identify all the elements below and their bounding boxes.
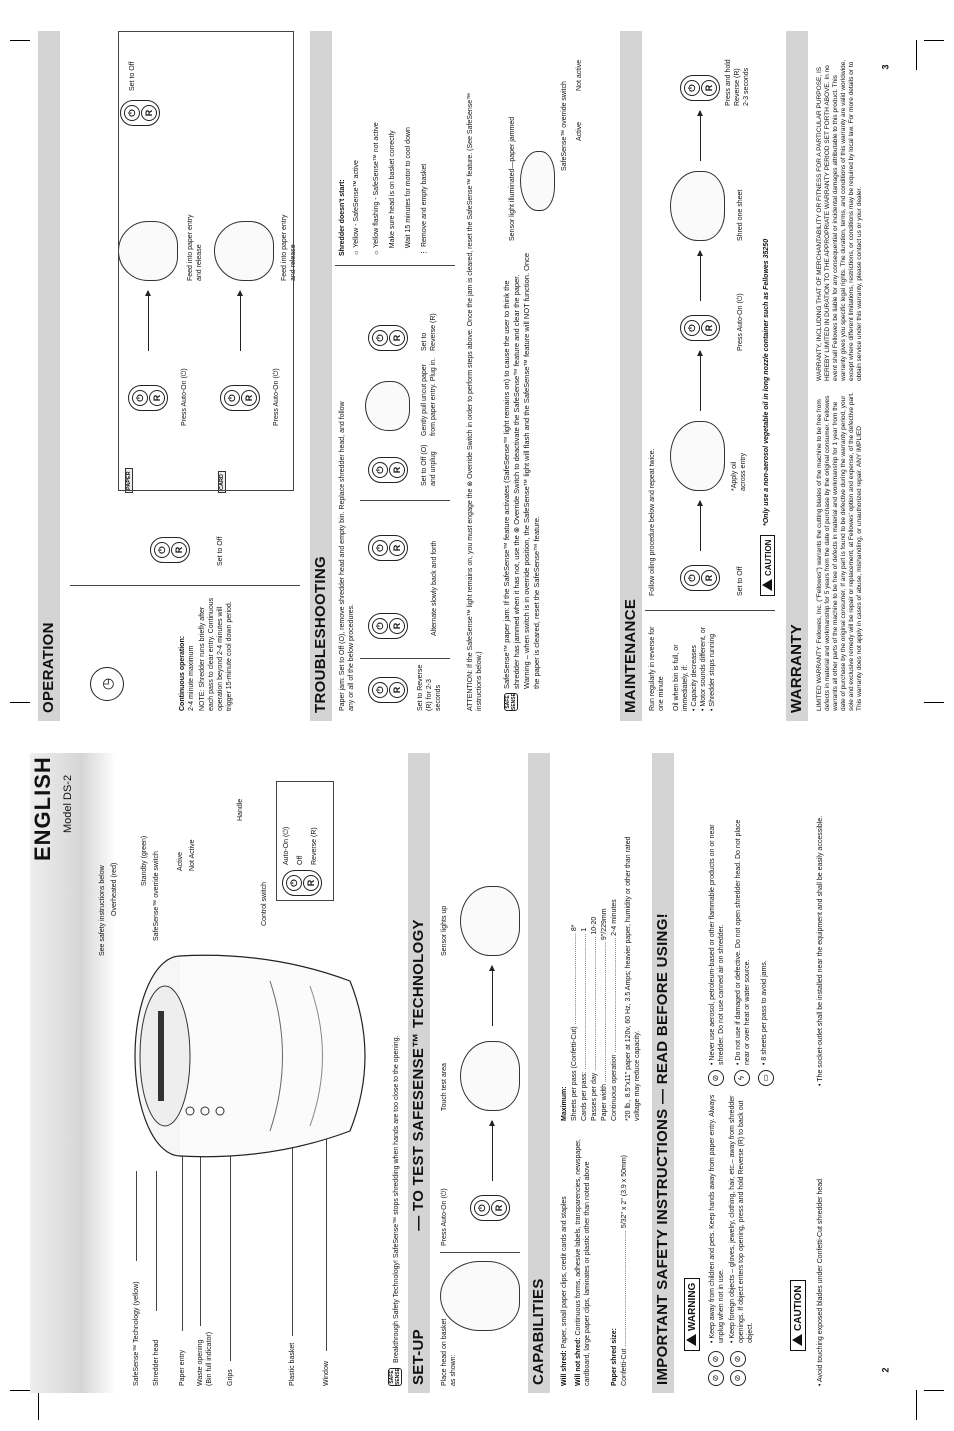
maintenance-band: [620, 31, 642, 721]
not-start-item: ☼ Yellow flashing - SafeSense™ not active: [373, 122, 380, 256]
caution-item: • Avoid touching exposed blades under Confetti-Cut shredder head: [817, 1178, 824, 1386]
control-switch-icon: ⏻ R: [470, 1195, 510, 1221]
control-switch-icon: ⏻ R: [128, 385, 168, 411]
warning-triangle-icon: [686, 1334, 696, 1346]
card-tag: CARD: [218, 471, 226, 493]
caution-triangle-icon: [762, 579, 772, 591]
op-press-auto: Press Auto-On (⏻): [181, 368, 188, 426]
no-tie-icon: ⊘: [730, 1351, 746, 1367]
breakthrough-text: Breakthrough Safety Technology! SafeSense™ stops shredding when hands are too close to the opening.: [393, 1035, 400, 1363]
setup-step-sensor: Sensor lights up: [441, 905, 448, 956]
warning-item: • Keep foreign objects – gloves, jewelry, clothing, hair, etc.– away from shredder openings. If object enters top opening, press and hold Reverse (R) to back out object.: [729, 1095, 754, 1343]
ts-step: Set to Off (O) and unplug: [421, 444, 437, 486]
arrow-icon: [700, 351, 701, 411]
caution-item: • The socket-outlet shall be installed near the equipment and shall be easily accessible.: [817, 815, 824, 1086]
divider: [360, 500, 450, 501]
setup-step-place: Place head on basket as shown:: [441, 1318, 457, 1386]
page-number-right: 3: [880, 64, 891, 70]
label-overheated: Overheated (red): [111, 862, 118, 916]
capacity-footnote: *20 lb., 8.5"x11" paper at 120v, 60 Hz, 3.5 Amps; heavier paper, humidity or other than rated voltage may reduce capacity.: [625, 836, 641, 1121]
warranty-band: [786, 31, 808, 721]
divider: [360, 658, 450, 659]
touch-illustration: [460, 1041, 520, 1111]
label-off: Off: [297, 855, 304, 865]
divider: [440, 1252, 520, 1253]
override-active: Active: [576, 121, 583, 141]
warning-label: WARNING: [684, 1278, 700, 1351]
arrow-icon: [700, 111, 701, 161]
control-switch-box: [276, 781, 334, 901]
leader-line: [230, 1141, 231, 1361]
safesense-logo-icon: SAFE SENSE: [505, 693, 517, 710]
not-start-label: Shredder doesn't start:: [339, 179, 346, 256]
model-name: Model DS-2: [62, 774, 74, 833]
basket-illustration: [440, 1261, 520, 1331]
warranty-col1: LIMITED WARRANTY: Fellowes, Inc. ("Fellowes") warrants the cutting blades of the machine to be free from defects in material and workmanship for 5 years from the date of purchase by the original consumer. Fellowes warrants all other parts of the machine to be free of defects in material and workmanship for 1 year from the date of purchase by the original consumer. If any part is found to be defective during the warranty period, your sole and exclusive remedy will be repair or replacement, at Fellowes' option and expense, of the defective part. This warranty does not apply in cases of abuse, mishandling, or unauthorized repair. ANY IMPLIED: [816, 392, 863, 711]
override-switch-label: SafeSense™ override switch: [561, 81, 568, 171]
maint-shred-sheet: Shred one sheet: [737, 189, 744, 241]
divider: [645, 610, 775, 611]
not-start-item: ☼ Yellow - SafeSense™ active: [353, 160, 360, 256]
no-children-icon: ⊘: [708, 1370, 724, 1386]
label-paper-entry: Paper entry: [179, 1349, 186, 1386]
apply-oil-illustration: [670, 421, 725, 491]
jammed-illustration: [520, 151, 555, 211]
label-grips: Grips: [227, 1369, 234, 1386]
arrow-icon: [700, 501, 701, 551]
label-override-switch: SafeSense™ override switch: [153, 851, 160, 941]
setup-title: SET-UP — TO TEST SAFESENSE™ TECHNOLOGY: [410, 919, 427, 1385]
sensor-light-text: Sensor light illuminated—paper jammed: [509, 116, 516, 241]
pull-paper-illustration: [365, 381, 410, 431]
control-switch-icon: ⏻ R: [368, 457, 408, 483]
sensor-illustration: [460, 886, 520, 956]
maint-caution-text: *Only use a non-aerosol vegetable oil in long nozzle container such as Fellowes 35250: [763, 238, 770, 526]
maint-press-reverse: Press and hold Reverse (R) 2-3 seconds: [725, 59, 750, 106]
warning-item: • 8 sheets per pass to avoid jams.: [761, 960, 768, 1065]
paper-tag: PAPER: [125, 468, 133, 493]
label-handle: Handle: [237, 798, 244, 821]
maint-set-off: Set to Off: [737, 566, 744, 596]
control-switch-icon: ⏻ R: [368, 677, 408, 703]
electric-icon: ϟ: [734, 1070, 750, 1086]
override-not-active: Not active: [576, 59, 583, 91]
shred-size: Paper shred size:: [611, 1328, 618, 1386]
divider: [70, 585, 300, 586]
control-switch-icon: ⏻ R: [220, 385, 260, 411]
control-switch-icon: ⏻ R: [368, 535, 408, 561]
label-see-safety: See safety instructions below: [99, 865, 106, 956]
warning-item: • Keep away from children and pets. Keep hands away from paper entry. Always unplug when not in use.: [709, 1094, 725, 1343]
max-row: Cards per pass: ...................................................................... 1: [581, 927, 588, 1121]
ts-step: Gently pull uncut paper from paper entry. Plug in.: [421, 357, 437, 436]
leader-line: [136, 1171, 137, 1261]
control-switch-icon: ⏻ R: [282, 870, 322, 896]
page-number-left: 2: [880, 1367, 891, 1373]
warning-item: • Do not use if damaged or defective. Do not open shredder head. Do not place near or over heat or water source.: [735, 819, 751, 1065]
no-hair-icon: ⊘: [730, 1370, 746, 1386]
arrow-icon: [492, 1121, 493, 1181]
divider: [335, 265, 455, 266]
label-shredder-head: Shredder head: [153, 1339, 160, 1386]
capabilities-band: [528, 753, 550, 1393]
label-plastic-basket: Plastic basket: [289, 1342, 296, 1386]
setup-step-touch: Touch test area: [441, 1063, 448, 1111]
arrow-icon: [700, 251, 701, 301]
warranty-title: WARRANTY: [788, 623, 805, 713]
maint-press-auto: Press Auto-On (⏻): [737, 293, 744, 351]
operation-box: [118, 31, 294, 491]
label-control-switch: Control switch: [261, 882, 268, 926]
not-start-item: ⋮ Remove and empty basket: [421, 163, 428, 256]
leader-line: [156, 1171, 157, 1311]
page-2: [0, 731, 954, 1431]
no-hands-icon: ⊘: [708, 1351, 724, 1367]
operation-title: OPERATION: [40, 622, 57, 713]
warning-item: • Never use aerosol, petroleum-based or other flammable products on or near shredder. Do not use canned air on shredder.: [709, 824, 725, 1065]
op-set-off-end: Set to Off: [129, 61, 136, 91]
arrow-icon: [492, 966, 493, 1026]
safesense-logo-icon: SAFE SENSE: [389, 1368, 401, 1385]
label-active: Active: [177, 851, 184, 871]
continuous-op: Continuous operation: 2-4 minute maximum: [179, 635, 195, 711]
ts-step: Set to Reverse (R): [421, 313, 437, 351]
max-row: Continuous operation ........................................................... 2-4 minutes: [611, 899, 618, 1121]
op-press-auto-card: Press Auto-On (⏻): [273, 368, 280, 426]
shred-sheet-illustration: [670, 171, 725, 241]
label-window: Window: [323, 1361, 330, 1386]
max-row: Sheets per pass (Confetti-Cut) ............................................... 8*: [571, 924, 578, 1121]
continuous-note: NOTE: Shredder runs briefly after each pass to clear entry. Continuous operation beyond 2-4 minutes will trigger 15-minute cool down period.: [199, 597, 233, 711]
maint-oil-when: Oil when bin is full, or immediately, if: • Capacity decreases • Motor sounds different, or • Shredder stops running: [673, 626, 716, 711]
control-switch-icon: ⏻ R: [680, 315, 720, 341]
caution-triangle-icon: [792, 1334, 802, 1346]
control-switch-icon: ⏻ R: [120, 100, 160, 126]
caution-label: CAUTION: [790, 1280, 806, 1351]
max-row: Paper width ........................................................................ 9"/229mm: [601, 908, 608, 1121]
attention-text: ATTENTION: If the SafeSense™ light remains on, you must engage the ⊗ Override Switch in order to perform steps above. Once the jam is cleared, reset the SafeSense™ feature. (See SafeSense™ instructions below.): [467, 92, 483, 711]
no-aerosol-icon: ⊘: [708, 1070, 724, 1086]
op-feed: Feed into paper entry and release: [187, 214, 203, 281]
troubleshooting-band: [310, 31, 332, 721]
maint-intro: Run regularly in reverse for one minute: [649, 626, 665, 711]
op-feed-card: Feed into paper entry and release: [281, 214, 297, 281]
maint-follow: Follow oiling procedure below and repeat twice.: [649, 448, 656, 596]
control-switch-icon: ⏻ R: [150, 537, 190, 563]
operation-band: [38, 31, 60, 721]
label-safesense: SafeSense™ Technology (yellow): [133, 1281, 140, 1386]
op-set-off: Set to Off: [217, 536, 224, 566]
control-switch-icon: ⏻ R: [368, 325, 408, 351]
safety-band: [652, 753, 674, 1393]
label-standby: Standby (green): [141, 835, 148, 886]
control-switch-icon: ⏻ R: [680, 75, 720, 101]
safesense-jam-text: SafeSense™ paper jam: If the SafeSense™ feature activates (SafeSense™ light remains on) to cause the user to think the shredder has jammed when it has not, use the ⊗ Override Switch to deactivate the SafeSense™ feature and clear the paper. Warning – when switch is in override position, the SafeSense™ light will flash and the SafeSense™ feature will NOT function. Once the paper is cleared, reset the SafeSense™ feature.: [502, 252, 541, 689]
maintenance-title: MAINTENANCE: [622, 598, 639, 713]
setup-band: [408, 753, 430, 1393]
safety-title: IMPORTANT SAFETY INSTRUCTIONS — READ BEFORE USING!: [654, 913, 671, 1385]
troubleshooting-title: TROUBLESHOOTING: [312, 556, 329, 713]
maint-apply-oil: *Apply oil across entry: [731, 452, 747, 491]
paper-jam-text: Paper jam: Set to Off (O), remove shredder head and empty bin. Replace shredder head, and follow any or all of the below procedures.: [339, 401, 355, 711]
warranty-col2: WARRANTY, INCLUDING THAT OF MERCHANTABILITY OR FITNESS FOR A PARTICULAR PURPOSE, IS HEREBY LIMITED IN DURATION TO THE APPROPRIATE WARRANTY PERIOD SET FORTH ABOVE. In no event shall Fellowes be liable for any consequential or incidental damages attributable to this product. This warranty gives you specific legal rights. The duration, terms, and conditions of this warranty are valid worldwide, except where different limitations, restrictions, or conditions may be required by local law. For more details or to obtain service under this warranty, please contact us or your dealer.: [816, 59, 863, 381]
will-shred: Will shred: Paper, small paper clips, credit cards and staples: [561, 1196, 568, 1386]
max-label: Maximum:: [561, 1086, 568, 1121]
shredder-illustration: [120, 941, 380, 1171]
not-start-item: Make sure head is on basket correctly: [389, 130, 396, 249]
control-switch-icon: ⏻ R: [680, 565, 720, 591]
maint-caution-label: CAUTION: [760, 535, 775, 596]
max-row: Passes per day ..................................................................... 10-20: [591, 916, 598, 1121]
label-not-active: Not Active: [189, 839, 196, 871]
clock-icon: ◷: [90, 667, 124, 701]
will-not-shred: Will not shred: Continuous forms, adhesive labels, transparencies, newspaper, cardboard, large paper clips, laminates or plastic other than noted above: [575, 1139, 591, 1386]
sheets-icon: ▭: [758, 1070, 774, 1086]
setup-step-press: Press Auto-On (⏻): [441, 1188, 448, 1246]
capabilities-title: CAPABILITIES: [530, 1278, 547, 1385]
control-switch-icon: ⏻ R: [368, 613, 408, 639]
label-reverse: Reverse (R): [311, 827, 318, 865]
ts-step: Set to Reverse (R) for 2-3 seconds: [417, 664, 442, 711]
label-waste-opening: Waste opening (Bin full indicator): [197, 1331, 213, 1386]
not-start-item: Wait 15 minutes for motor to cool down: [405, 127, 412, 249]
language-title: ENGLISH: [30, 756, 55, 861]
ts-step: Alternate slowly back and forth: [431, 540, 438, 636]
label-auto-on: Auto-On (⏻): [283, 826, 290, 865]
shred-size-row: Confetti-Cut ............................................................ 5/32" x 2" (3.9 x 50mm): [621, 1155, 628, 1386]
